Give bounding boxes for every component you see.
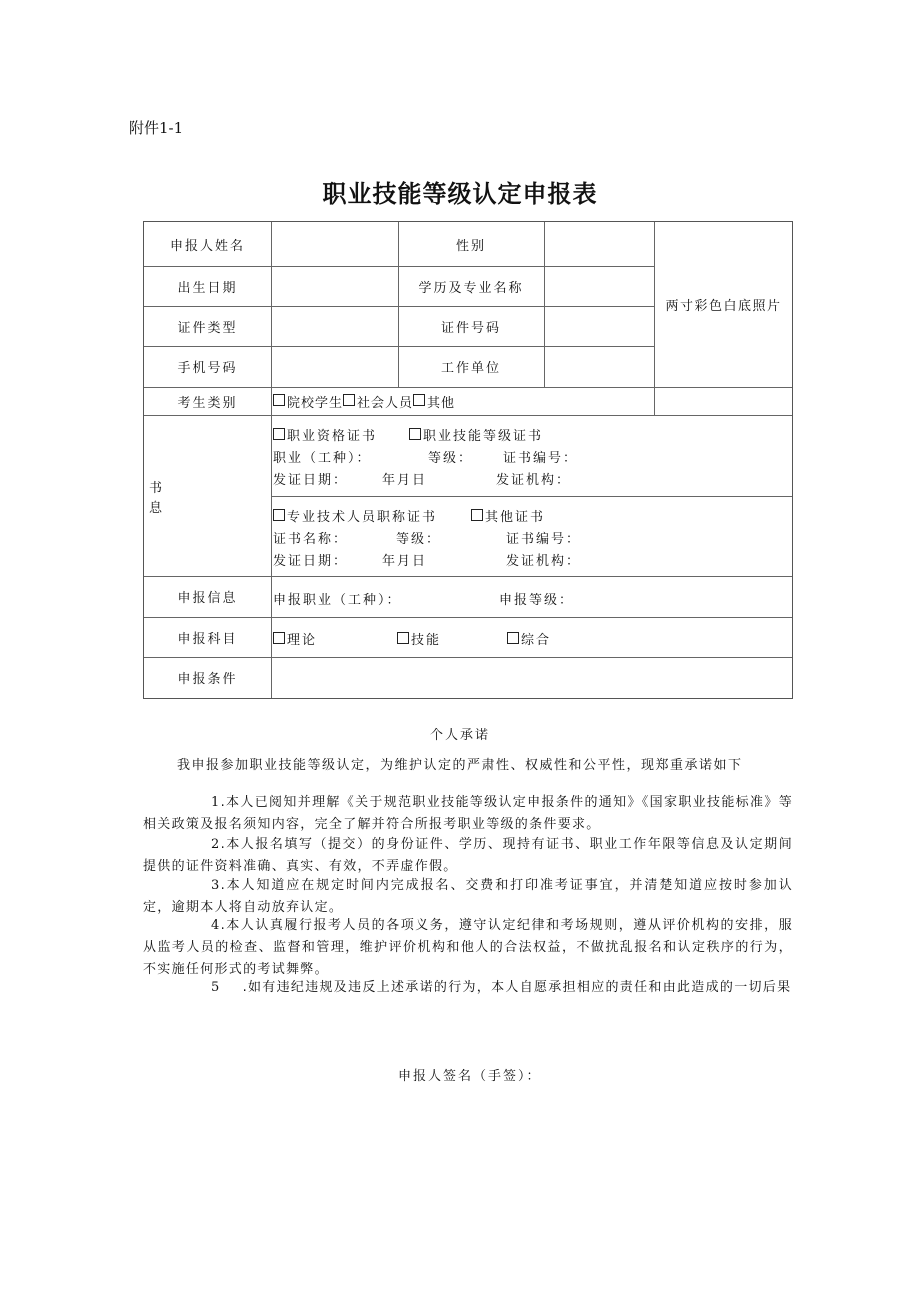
cert1-number-label: 证书编号： <box>503 451 579 466</box>
checkbox-vocational-cert[interactable] <box>273 425 377 444</box>
id-type-field[interactable] <box>272 306 398 346</box>
checkbox-label: 职业资格证书 <box>287 429 378 444</box>
condition-label: 申报条件 <box>177 672 238 687</box>
cert2-issue-date-label: 发证日期： <box>273 554 349 569</box>
item-text: .本人已阅知并理解《关于规范职业技能等级认定申报条件的通知》《国家职业技能标准》等相关政策及报名须知内容，完全了解并符合所报考职业等级的条件要求。 <box>143 795 793 832</box>
item-number: 3 <box>211 878 221 893</box>
employer-label: 工作单位 <box>440 361 501 376</box>
checkbox-other-cert[interactable] <box>471 506 545 525</box>
candidate-category-options <box>273 387 653 415</box>
phone-field[interactable] <box>272 346 398 387</box>
cert2-level-label: 等级： <box>396 532 442 547</box>
checkbox-icon <box>471 509 483 521</box>
pledge-title: 个人承诺 <box>429 728 490 743</box>
item-text: .本人认真履行报考人员的各项义务，遵守认定纪律和考场规则，遵从评价机构的安排，服从监考人员的检查、监督和管理，维护评价机构和他人的合法权益，不做扰乱报名和认定秩序的行为，不实施任何形式的考试舞弊。 <box>143 918 793 977</box>
checkbox-icon <box>273 509 285 521</box>
item-number: 1 <box>211 795 221 810</box>
checkbox-professional-title-cert[interactable] <box>273 506 437 525</box>
name-label: 申报人姓名 <box>169 238 245 254</box>
checkbox-other[interactable] <box>413 392 455 411</box>
cert1-issuer-label: 发证机构： <box>496 473 572 488</box>
item-text: .本人报名填写（提交）的身份证件、学历、现持有证书、职业工作年限等信息及认定期间提供的证件资料准确、真实、有效，不弄虚作假。 <box>143 837 793 874</box>
birth-date-field[interactable] <box>272 266 398 306</box>
apply-info-label: 申报信息 <box>177 591 238 606</box>
apply-level-label: 申报等级： <box>499 593 575 608</box>
checkbox-skill[interactable] <box>397 629 441 648</box>
candidate-category-label: 考生类别 <box>177 395 238 411</box>
cert1-issue-date-label: 发证日期： <box>273 473 349 488</box>
checkbox-label: 其他证书 <box>485 510 546 525</box>
item-text: .本人知道应在规定时间内完成报名、交费和打印准考证事宜，并清楚知道应按时参加认定，逾期本人将自动放弃认定。 <box>143 878 793 915</box>
gender-label: 性别 <box>455 238 486 254</box>
subject-label: 申报科目 <box>177 631 238 647</box>
cert2-name-label: 证书名称： <box>273 532 349 547</box>
checkbox-icon <box>273 632 285 644</box>
form-title: 职业技能等级认定申报表 <box>322 180 598 208</box>
education-label: 学历及专业名称 <box>418 280 524 296</box>
item-text: .如有违纪违规及违反上述承诺的行为，本人自愿承担相应的责任和由此造成的一切后果 <box>242 980 792 995</box>
cert1-occupation-label: 职业（工种）： <box>273 451 372 466</box>
apply-occupation-label: 申报职业（工种）： <box>273 593 402 608</box>
checkbox-public[interactable] <box>343 392 413 411</box>
checkbox-label: 理论 <box>287 633 318 648</box>
checkbox-icon <box>343 394 355 406</box>
cert2-ymd: 年月日 <box>382 554 428 569</box>
pledge-item-4 <box>143 915 793 981</box>
phone-label: 手机号码 <box>177 361 238 376</box>
checkbox-comprehensive[interactable] <box>507 629 551 648</box>
name-field[interactable] <box>272 222 398 266</box>
checkbox-label: 院校学生 <box>287 395 344 411</box>
photo-placeholder[interactable]: 两寸彩色白底照片 <box>665 299 782 314</box>
id-type-label: 证件类型 <box>177 320 238 336</box>
cert1-ymd: 年月日 <box>382 473 428 488</box>
checkbox-label: 技能 <box>411 633 442 648</box>
pledge-item-2 <box>143 834 793 878</box>
item-number: 2 <box>211 837 221 852</box>
checkbox-label: 专业技术人员职称证书 <box>287 510 438 525</box>
id-number-field[interactable] <box>545 306 654 346</box>
checkbox-icon <box>273 428 285 440</box>
checkbox-label: 综合 <box>521 633 552 648</box>
checkbox-student[interactable] <box>273 392 343 411</box>
pledge-item-5 <box>143 977 793 999</box>
employer-field[interactable] <box>545 346 654 387</box>
attachment-label: 附件1-1 <box>129 119 184 137</box>
pledge-intro: 我申报参加职业技能等级认定，为维护认定的严肃性、权威性和公平性，现郑重承诺如下 <box>177 758 743 773</box>
cert-info-label-1: 书 <box>149 481 165 496</box>
pledge-item-1 <box>143 792 793 836</box>
checkbox-label: 职业技能等级证书 <box>423 429 544 444</box>
birth-date-label: 出生日期 <box>177 280 238 296</box>
education-field[interactable] <box>545 266 654 306</box>
checkbox-icon <box>397 632 409 644</box>
item-number: 4 <box>211 918 221 933</box>
application-form-table <box>143 221 793 699</box>
gender-field[interactable] <box>545 222 654 266</box>
pledge-item-3 <box>143 875 793 919</box>
checkbox-theory[interactable] <box>273 629 317 648</box>
item-number: 5 <box>211 980 221 995</box>
cert1-level-label: 等级： <box>428 451 474 466</box>
checkbox-label: 社会人员 <box>357 395 414 411</box>
cert-info-label-2: 息 <box>149 501 165 516</box>
checkbox-icon <box>507 632 519 644</box>
checkbox-icon <box>413 394 425 406</box>
cert2-issuer-label: 发证机构： <box>506 554 582 569</box>
signature-label: 申报人签名（手签）： <box>398 1069 542 1084</box>
checkbox-icon <box>409 428 421 440</box>
checkbox-label: 其他 <box>427 395 456 411</box>
id-number-label: 证件号码 <box>440 320 501 336</box>
checkbox-skill-level-cert[interactable] <box>409 425 543 444</box>
cert2-number-label: 证书编号： <box>506 532 582 547</box>
condition-field[interactable] <box>272 658 792 698</box>
checkbox-icon <box>273 394 285 406</box>
